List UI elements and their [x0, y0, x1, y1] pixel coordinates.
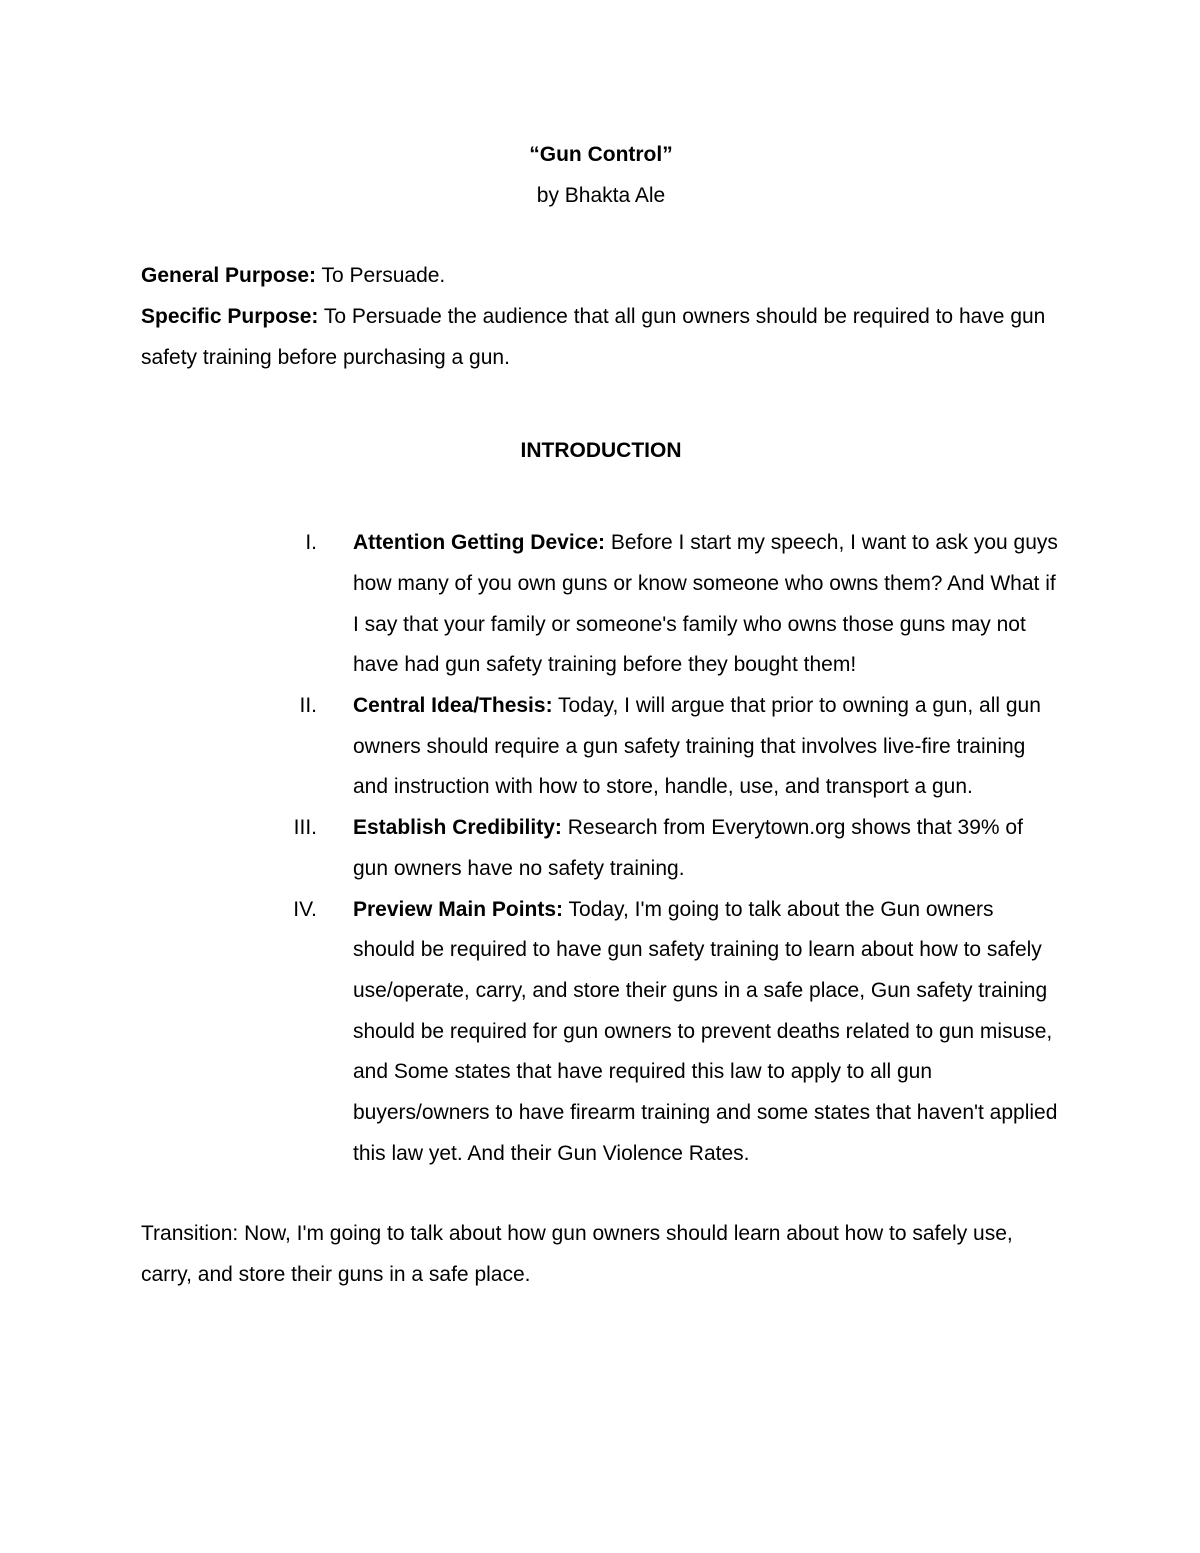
outline-item-label: Preview Main Points: — [353, 897, 564, 921]
general-purpose — [141, 256, 1061, 297]
outline-item-text: Today, I'm going to talk about the Gun owners should be required to have gun safety training to learn about how to safely use/operate, carry, and store their guns in a safe place, Gun safety training should be required for gun owners to prevent deaths related to gun misuse, and Some states that have required this law to apply to all gun buyers/owners to have firearm training and some states that haven't applied this law yet. And their Gun Violence Rates. — [353, 897, 1058, 1165]
outline-numeral: IV. — [293, 897, 317, 921]
outline-item-label: Establish Credibility: — [353, 816, 562, 840]
outline-item — [141, 808, 1061, 889]
outline-item — [141, 523, 1061, 686]
outline-numeral: III. — [293, 816, 317, 840]
outline-item-label: Central Idea/Thesis: — [353, 694, 553, 718]
outline-numeral: II. — [299, 694, 317, 718]
outline-numeral: I. — [305, 531, 317, 555]
document-author: by Bhakta Ale — [536, 183, 666, 207]
document-title: “Gun Control” — [529, 143, 673, 166]
introduction-outline — [141, 523, 1061, 1174]
spacer — [141, 1174, 1061, 1214]
spacer — [141, 216, 1061, 256]
outline-item — [141, 686, 1061, 808]
section-heading: INTRODUCTION — [520, 438, 682, 462]
outline-item-label: Attention Getting Device: — [353, 531, 606, 555]
spacer — [141, 471, 1061, 523]
specific-purpose — [141, 297, 1061, 378]
outline-item-text: Research from Everytown.org shows that 39% of gun owners have no safety training. — [353, 816, 1023, 880]
outline-item-text: Today, I will argue that prior to owning a gun, all gun owners should require a gun safety training that involves live-fire training and instruction with how to store, handle, use, and transport a gun. — [353, 694, 1041, 799]
general-purpose-label: General Purpose: — [141, 264, 317, 288]
document-body — [141, 135, 1061, 1296]
outline-item — [141, 890, 1061, 1175]
general-purpose-text: To Persuade. — [316, 264, 446, 288]
specific-purpose-text: To Persuade the audience that all gun owners should be required to have gun safety training before purchasing a gun. — [141, 305, 1046, 369]
specific-purpose-label: Specific Purpose: — [141, 305, 319, 329]
transition-paragraph: Transition: Now, I'm going to talk about how gun owners should learn about how to safely use, carry, and store their guns in a safe place. — [141, 1222, 1013, 1287]
spacer — [141, 379, 1061, 431]
outline-item-text: Before I start my speech, I want to ask you guys how many of you own guns or know someone who owns them? And What if I say that your family or someone's family who owns those guns may not have had gun safety training before they bought them! — [353, 531, 1058, 677]
